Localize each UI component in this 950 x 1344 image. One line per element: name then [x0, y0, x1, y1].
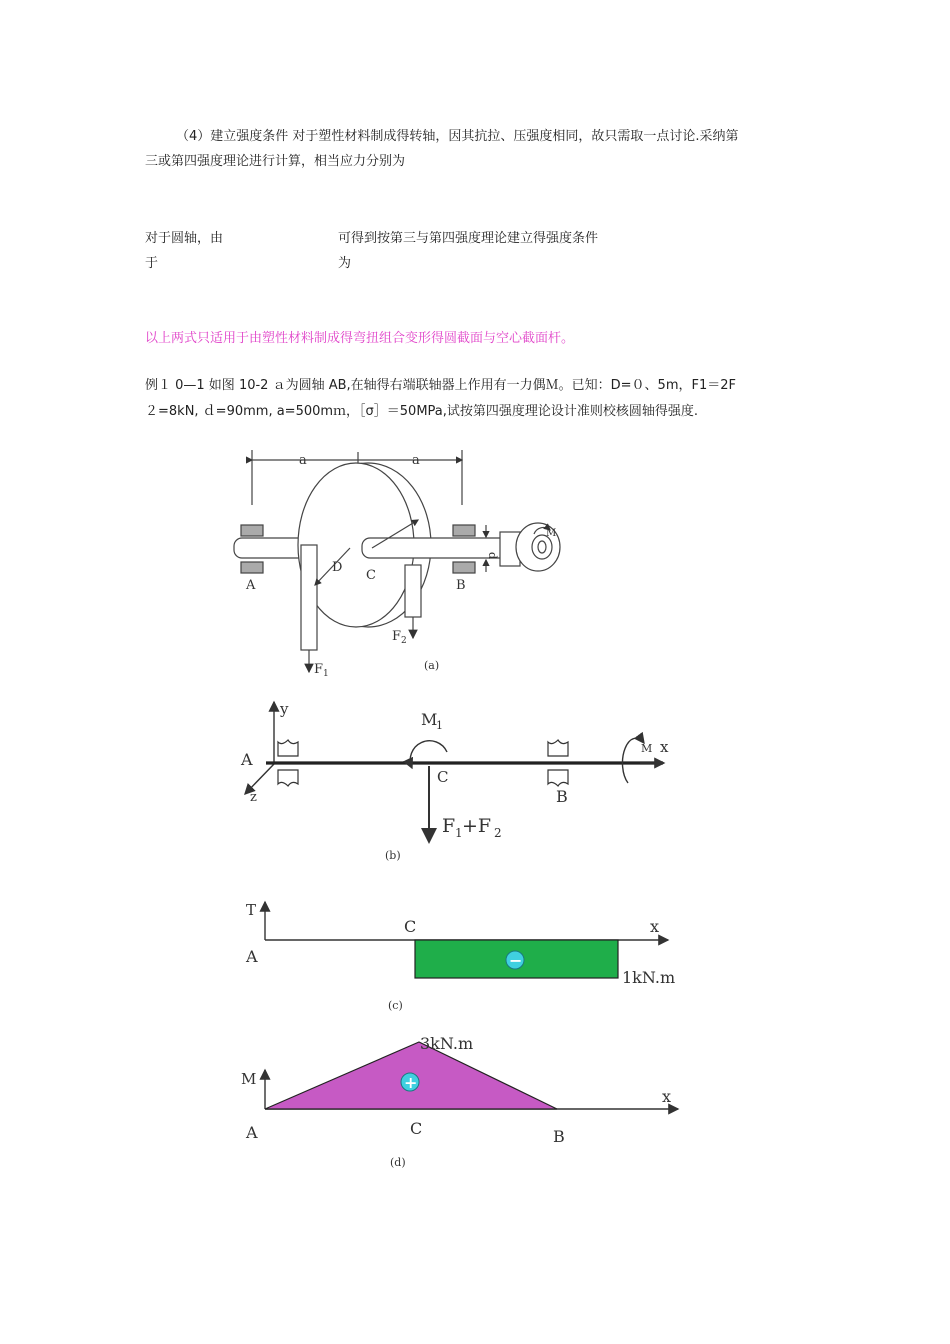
fig-a-dim-a-right: a [412, 453, 420, 468]
fig-d-label-M: M [241, 1070, 257, 1088]
left-col-line2: 于 [145, 256, 159, 271]
example-line1: 例１ 0—1 如图 10-2 ａ为圆轴 AB,在轴得右端联轴器上作用有一力偶Ｍ。已知：D=０、5m，F1＝2F [145, 378, 736, 393]
fig-a-label-M: M [546, 528, 557, 539]
fig-c-sign: − [509, 951, 523, 970]
fig-b-label-force-sub2: 2 [494, 826, 502, 840]
fig-c-label-C: C [404, 917, 417, 936]
fig-b-caption: (b) [385, 849, 401, 862]
fig-b-label-force-plus: +F [462, 815, 492, 837]
example-line2: ２=8kN, ｄ=90mm, a=500mｍ，［σ］＝50MPa,试按第四强度理论设计准则校核圆轴得强度. [145, 404, 699, 419]
fig-b-label-A: A [241, 750, 253, 769]
fig-b-label-M1-sub: 1 [436, 719, 443, 732]
fig-c-label-T: T [246, 901, 257, 919]
fig-a-label-F2-sub: 2 [401, 636, 407, 646]
fig-b-label-M: M [641, 742, 653, 755]
fig-a-label-F1-sub: 1 [323, 669, 329, 679]
fig-d-label-x: x [662, 1087, 672, 1106]
fig-c-label-A: A [246, 947, 258, 966]
fig-b-label-z: z [250, 790, 257, 805]
fig-d-sign: + [404, 1073, 418, 1092]
fig-d-label-A: A [246, 1123, 258, 1142]
fig-a-dim-a-left: a [299, 453, 307, 468]
fig-c-caption: (c) [388, 999, 403, 1012]
fig-b-label-M1: M [421, 710, 438, 729]
right-col-line2: 为 [338, 256, 352, 271]
fig-b-label-B: B [556, 787, 568, 806]
figure-c [265, 902, 668, 978]
fig-b-label-y: y [280, 700, 289, 718]
para1-line2: 三或第四强度理论进行计算，相当应力分别为 [145, 154, 406, 169]
fig-b-label-force: F [442, 815, 456, 837]
fig-d-label-C: C [410, 1119, 423, 1138]
fig-a-label-F2: F [392, 629, 402, 644]
fig-a-label-D: D [332, 560, 343, 575]
fig-c-value: 1kN.m [622, 968, 676, 987]
para1-line1: （4）建立强度条件 对于塑性材料制成得转轴，因其抗拉、压强度相同，故只需取一点讨论.采纳第 [176, 129, 739, 144]
fig-b-label-x: x [660, 738, 669, 756]
left-col-line1: 对于圆轴，由 [145, 231, 224, 246]
fig-a-label-B: B [456, 578, 466, 593]
fig-b-label-C: C [437, 768, 449, 786]
fig-a-label-d: d [486, 552, 499, 560]
right-col-line1: 可得到按第三与第四强度理论建立得强度条件 [338, 231, 599, 246]
fig-b-label-force-sub1: 1 [455, 826, 463, 840]
fig-a-label-C: C [366, 568, 376, 583]
fig-a-label-A: A [246, 578, 256, 593]
fig-a-label-F1: F [314, 662, 324, 677]
note-text: 以上两式只适用于由塑性材料制成得弯扭组合变形得圆截面与空心截面杆。 [145, 331, 575, 346]
fig-d-caption: (d) [390, 1156, 406, 1169]
fig-a-caption: (a) [424, 659, 440, 672]
fig-c-label-x: x [650, 917, 660, 936]
fig-d-label-B: B [553, 1127, 565, 1146]
fig-d-value: 3kN.m [420, 1034, 474, 1053]
